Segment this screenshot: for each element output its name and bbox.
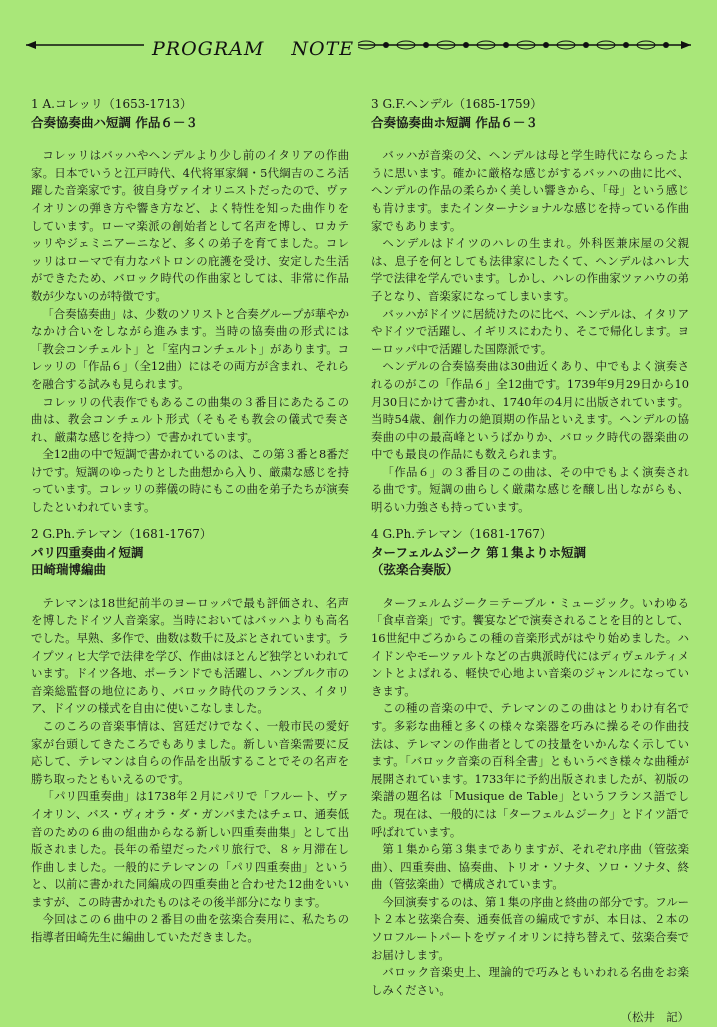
section-subtitle: 合奏協奏曲ホ短調 作品６－３ — [371, 114, 538, 130]
paragraph: 「合奏協奏曲」は、少数のソリストと合奏グループが華やかなかけ合いをしながら進みます。当時の協奏曲の形式には「教会コンチェルト」と「室内コンチェルト」があります。コレッリの「作品６」（全12曲）にはその両方が含まれ、それらを融合する試みも見られます。 — [31, 306, 349, 391]
section-handel — [371, 96, 689, 517]
paragraph: 第１集から第３集までありますが、それぞれ序曲（管弦楽曲）、四重奏曲、協奏曲、トリオ・ソナタ、ソロ・ソナタ、終曲（管弦楽曲）で構成されています。 — [371, 842, 689, 892]
section-subtitle: ターフェルムジーク 第１集よりホ短調 — [371, 544, 587, 560]
program-note-header — [26, 30, 691, 60]
section-telemann-paris — [31, 526, 349, 947]
section-subtitle: 合奏協奏曲ハ短調 作品６－３ — [31, 114, 198, 130]
paragraph: 「作品６」の３番目のこの曲は、その中でもよく演奏される曲です。短調の曲らしく厳粛な感じを醸し出しながらも、明るい力強さも持っています。 — [371, 464, 689, 515]
paragraph: バッハが音楽の父、ヘンデルは母と学生時代にならったように思います。確かに厳格な感じがするバッハの曲に比べ、ヘンデルの作品の柔らかく美しい響きから、「母」という感じも肯けます。またインターナショナルな感じを持っている作曲家でもあります。 — [371, 148, 689, 233]
paragraph: コレッリはバッハやヘンデルより少し前のイタリアの作曲家。日本でいうと江戸時代、4代将軍家綱・5代綱吉のころ活躍した音楽家です。彼自身ヴァイオリニストだったので、ヴァイオリンの弾き方や響き方など、よく特性を知った曲作りをしています。ローマ楽派の創始者として名声を博し、ロカテッリやジェミニアーニなど、多くの弟子を育てました。コレッリはローマで有力なパトロンの庇護を受け、安定した生活ができたため、バロック時代の作曲家としては、非常に作品数が少ないのが特徴です。 — [31, 148, 349, 303]
paragraph: 「パリ四重奏曲」は1738年２月にパリで「フルート、ヴァイオリン、バス・ヴィオラ・ダ・ガンバまたはチェロ、通奏低音のための６曲の組曲からなる新しい四重奏曲集」として出版されました。長年の希望だったパリ旅行で、８ヶ月滞在し作曲しました。一般的にテレマンの「パリ四重奏曲」というと、以前に書かれた同編成の四重奏曲と合わせた12曲をいいますが、この時書かれたものはその後半部分になります。 — [31, 789, 349, 909]
section-heading: 1 A.コレッリ（1653-1713） — [31, 97, 192, 111]
paragraph: このころの音楽事情は、宮廷だけでなく、一般市民の愛好家が台頭してきたころでもありました。新しい音楽需要に反応して、テレマンは自らの作品を出版することでその名声を勝ち取ったともいえるのです。 — [31, 718, 349, 786]
paragraph: コレッリの代表作でもあるこの曲集の３番目にあたるこの曲は、教会コンチェルト形式（そもそも教会の儀式で奏され、厳粛な感じを持つ）で書かれています。 — [31, 394, 349, 444]
section-version: （弦楽合奏版） — [371, 562, 459, 578]
page-title: PROGRAM NOTE — [148, 34, 358, 61]
section-telemann-tafelmusik — [371, 526, 689, 1027]
paragraph: この種の音楽の中で、テレマンのこの曲はとりわけ有名です。多彩な曲種と多くの様々な楽器を巧みに操るその作曲技法は、テレマンの作曲者としての技量をいかんなく示しています。「バロック音楽の百科全書」ともいうべき様々な曲種が展開されています。1733年に予約出版されましたが、初版の楽譜の題名は「Musique de Table」というフランス語でした。現在は、一般的には「ターフェルムジーク」とドイツ語で呼ばれています。 — [371, 701, 689, 839]
paragraph: 全12曲の中で短調で書かれているのは、この第３番と8番だけです。短調のゆったりとした曲想から入り、厳粛な感じを持っています。コレッリの葬儀の時にもこの曲を弟子たちが演奏したといわれています。 — [31, 447, 349, 515]
section-heading: 3 G.F.ヘンデル（1685-1759） — [371, 97, 543, 111]
section-corelli — [31, 96, 349, 517]
paragraph: ターフェルムジーク＝テーブル・ミュージック。いわゆる「食卓音楽」です。饗宴などで演奏されることを目的として、16世紀中ごろからこの種の音楽形式がはやり始めました。ハイドンやモーツァルトなどの古典派時代にはディヴェルティメントとよばれる、軽快で心地よい音楽のジャンルになっていきます。 — [371, 595, 689, 698]
section-heading: 2 G.Ph.テレマン（1681-1767） — [31, 527, 212, 541]
author-signature: （松井 記） — [620, 1010, 689, 1025]
ornament-line-icon — [26, 30, 691, 60]
paragraph: バロック音楽史上、理論的で巧みともいわれる名曲をお楽しみください。 — [371, 965, 689, 997]
paragraph: 今回はこの６曲中の２番目の曲を弦楽合奏用に、私たちの指導者田崎先生に編曲していただきました。 — [31, 912, 349, 945]
paragraph: ヘンデルはドイツのハレの生まれ。外科医兼床屋の父親は、息子を何としても法律家にしたくて、ヘンデルはハレ大学で法律を学んでいます。しかし、ハレの作曲家ツァハウの弟子となり、音楽家になってしまいます。 — [371, 236, 689, 303]
paragraph: 今回演奏するのは、第１集の序曲と終曲の部分です。フルート２本と弦楽合奏、通奏低音の編成ですが、本日は、２本のソロフルートパートをヴァイオリンに持ち替えて、弦楽合奏でお届けします。 — [371, 894, 689, 962]
section-arranger: 田崎瑞博編曲 — [31, 562, 107, 578]
section-subtitle: パリ四重奏曲イ短調 — [31, 544, 144, 560]
paragraph: ヘンデルの合奏協奏曲は30曲近くあり、中でもよく演奏されるのがこの「作品６」全12曲です。1739年9月29日から10月30日にかけて書かれ、1740年の4月に出版されています。当時54歳、創作力の絶頂期の作品といえます。ヘンデルの協奏曲の中の最高峰というばかりか、バロック時代の器楽曲の中でも最良の作品にも数えられます。 — [371, 359, 690, 462]
paragraph: バッハがドイツに居続けたのに比べ、ヘンデルは、イタリアやドイツで活躍し、イギリスにわたり、そこで帰化します。ヨーロッパ中で活躍した国際派です。 — [371, 306, 689, 356]
paragraph: テレマンは18世紀前半のヨーロッパで最も評価され、名声を博したドイツ人音楽家。当時においてはバッハよりも高名でした。早熟、多作で、曲数は数千に及ぶとされています。ライプツィヒ大学で法律を学び、作曲はほとんど独学といわれています。ドイツ各地、ポーランドでも活躍し、ハンブルク市の音楽総監督の地位にあり、バロック時代のフランス、イタリア、ドイツの様式を自由に使いこなしました。 — [31, 595, 349, 716]
section-heading: 4 G.Ph.テレマン（1681-1767） — [371, 527, 552, 541]
